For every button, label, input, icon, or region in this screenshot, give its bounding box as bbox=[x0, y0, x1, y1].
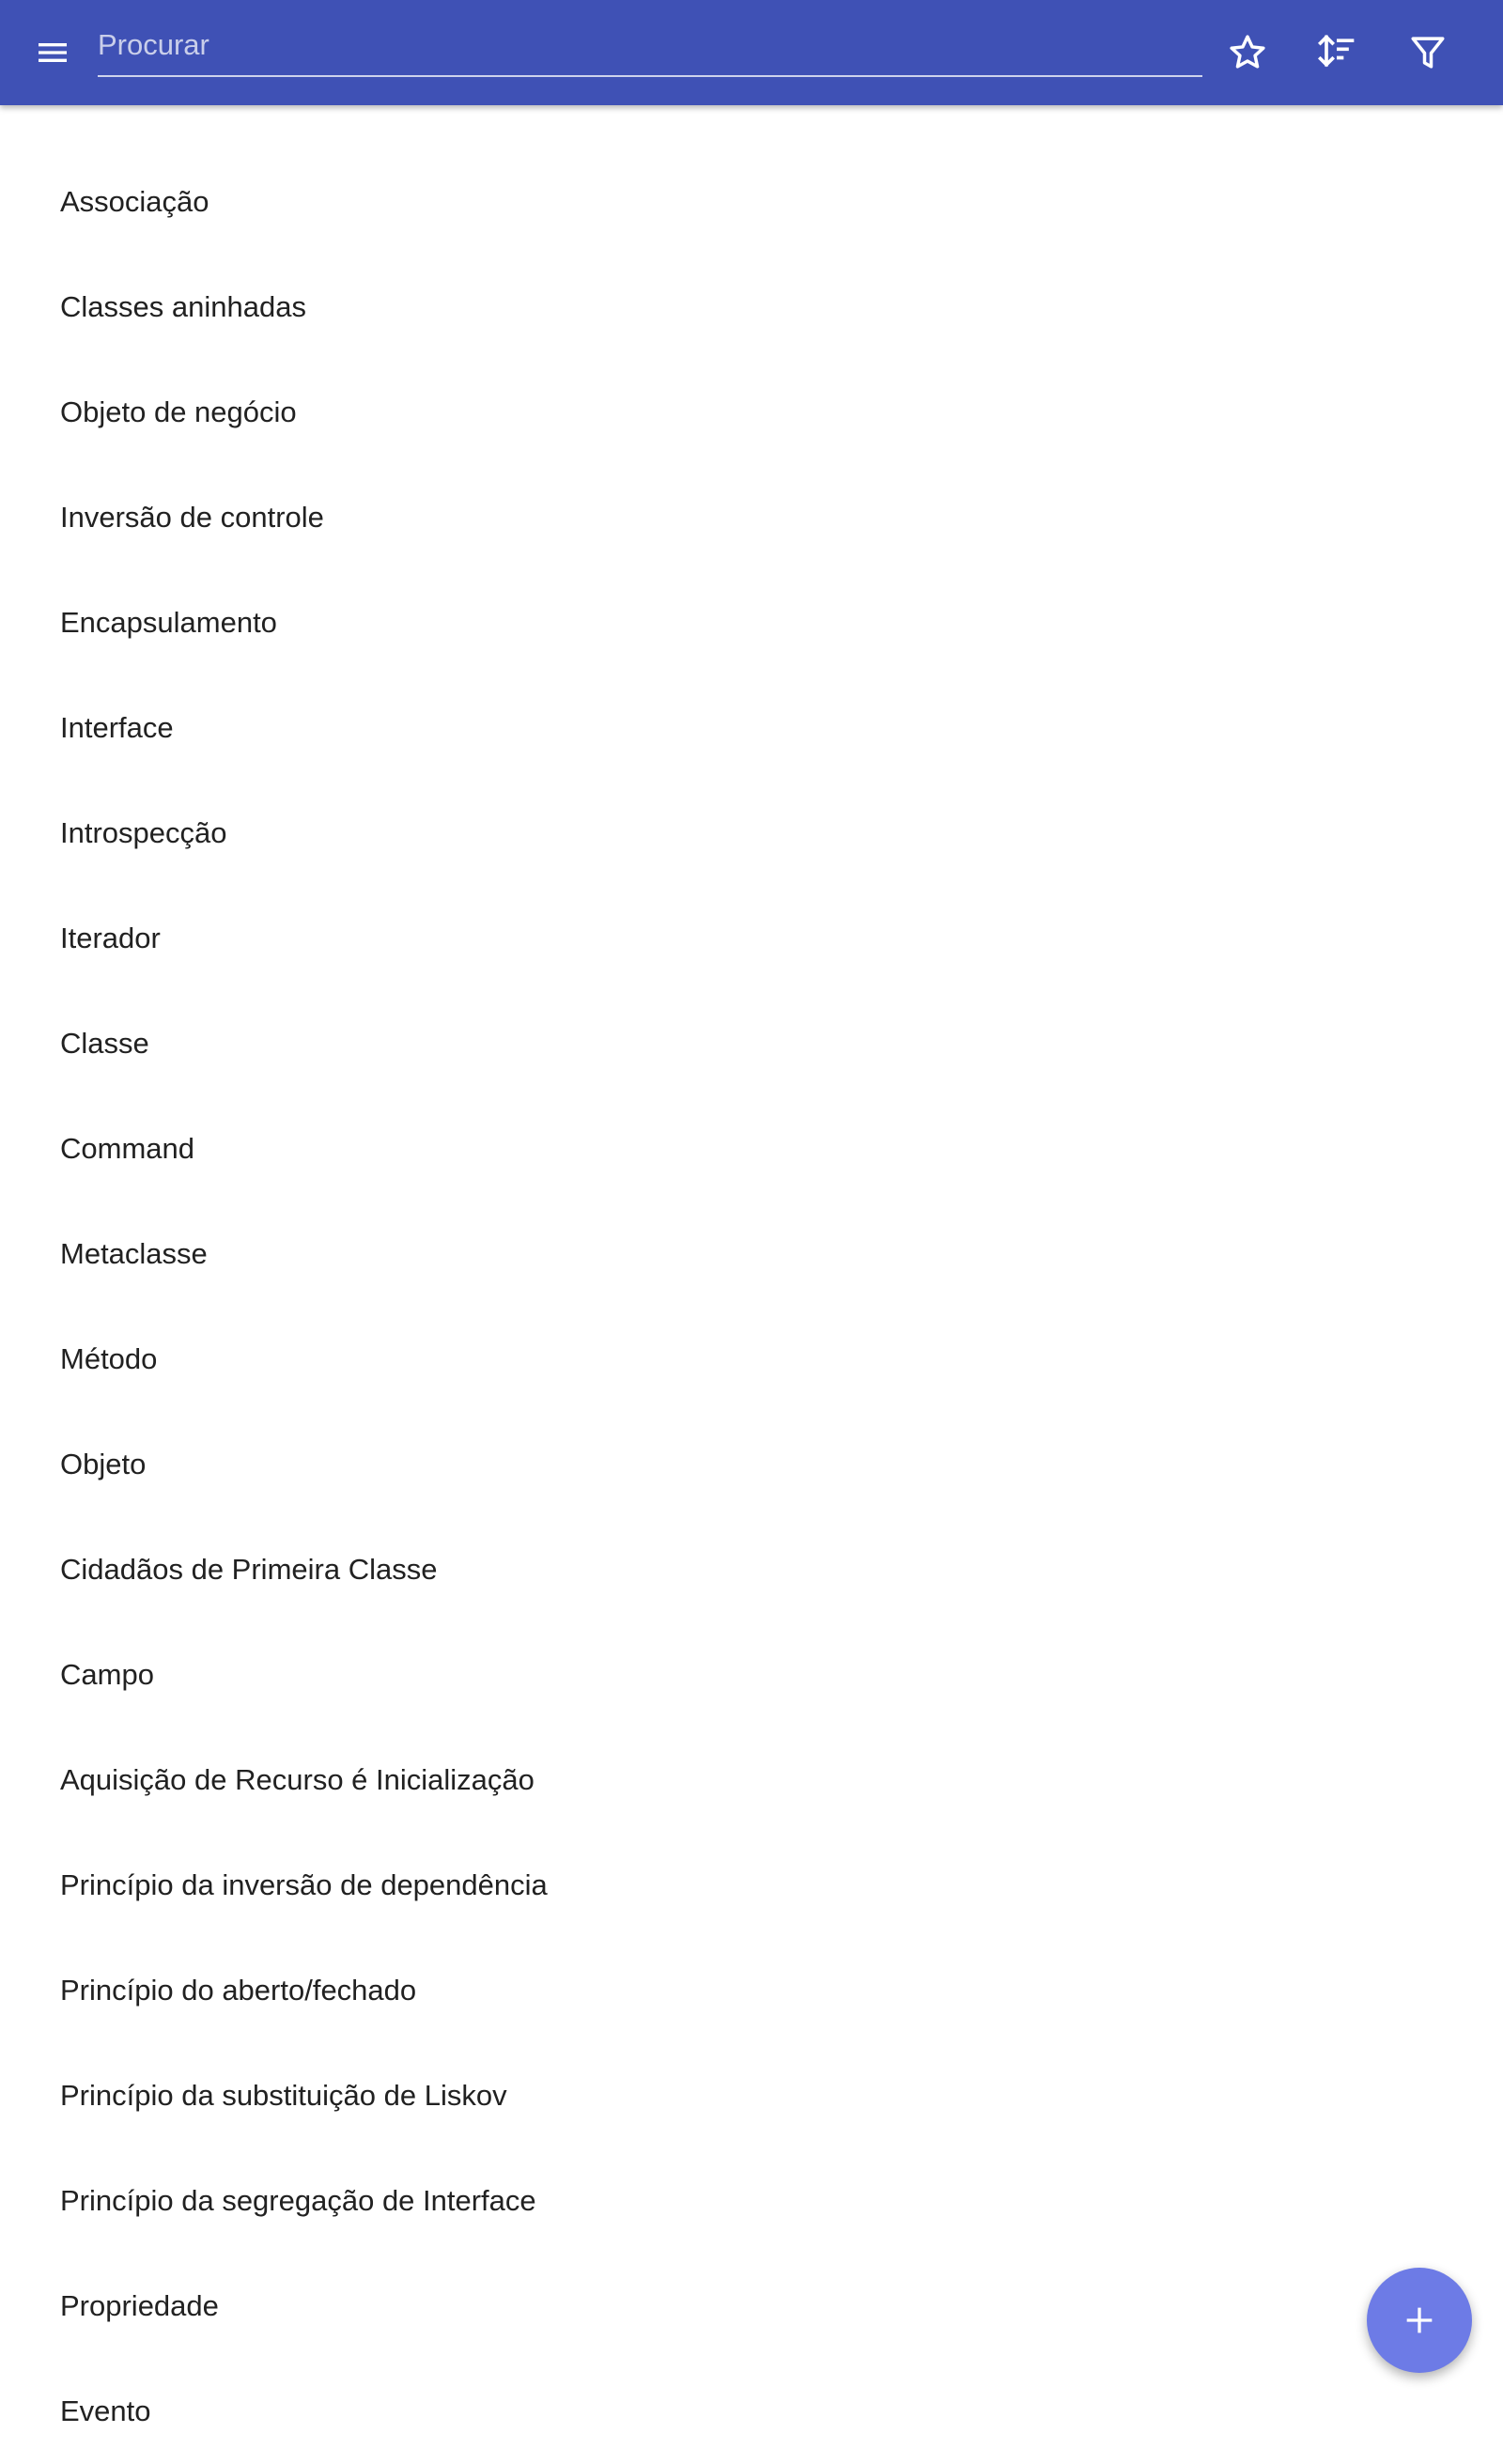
list-item[interactable]: Encapsulamento bbox=[60, 606, 277, 639]
list-item[interactable]: Princípio da inversão de dependência bbox=[60, 1868, 548, 1901]
list-item[interactable]: Classe bbox=[60, 1027, 149, 1060]
list-item[interactable]: Introspecção bbox=[60, 816, 227, 849]
list-item[interactable]: Objeto de negócio bbox=[60, 395, 297, 428]
list-item[interactable]: Campo bbox=[60, 1658, 154, 1691]
list-item[interactable]: Aquisição de Recurso é Inicialização bbox=[60, 1763, 535, 1796]
list-item[interactable]: Princípio da segregação de Interface bbox=[60, 2184, 536, 2217]
add-button[interactable] bbox=[1367, 2268, 1472, 2373]
star-outline-icon bbox=[1227, 32, 1268, 73]
search-field bbox=[98, 21, 1202, 77]
app-bar bbox=[0, 0, 1503, 105]
menu-icon bbox=[34, 34, 71, 71]
sort-icon bbox=[1316, 32, 1357, 73]
list-item[interactable]: Princípio da substituição de Liskov bbox=[60, 2079, 507, 2112]
list-item[interactable]: Inversão de controle bbox=[60, 501, 324, 534]
list-item[interactable]: Associação bbox=[60, 185, 209, 218]
list-item[interactable]: Cidadãos de Primeira Classe bbox=[60, 1553, 438, 1586]
list-item[interactable]: Iterador bbox=[60, 922, 161, 954]
filter-icon bbox=[1408, 33, 1448, 72]
list-item[interactable]: Evento bbox=[60, 2394, 151, 2427]
terms-list bbox=[0, 105, 1503, 2427]
list-item[interactable]: Command bbox=[60, 1132, 194, 1165]
list-item[interactable]: Classes aninhadas bbox=[60, 290, 306, 323]
list-item[interactable]: Propriedade bbox=[60, 2289, 219, 2322]
list-item[interactable]: Interface bbox=[60, 711, 174, 744]
search-input[interactable] bbox=[98, 21, 1202, 70]
plus-icon bbox=[1401, 2301, 1438, 2339]
sort-button[interactable] bbox=[1299, 15, 1374, 90]
list-item[interactable]: Método bbox=[60, 1342, 158, 1375]
list-item[interactable]: Princípio do aberto/fechado bbox=[60, 1974, 417, 2007]
list-item[interactable]: Metaclasse bbox=[60, 1237, 208, 1270]
menu-button[interactable] bbox=[15, 15, 90, 90]
list-item[interactable]: Objeto bbox=[60, 1448, 147, 1480]
favorites-button[interactable] bbox=[1210, 15, 1285, 90]
filter-button[interactable] bbox=[1390, 15, 1465, 90]
